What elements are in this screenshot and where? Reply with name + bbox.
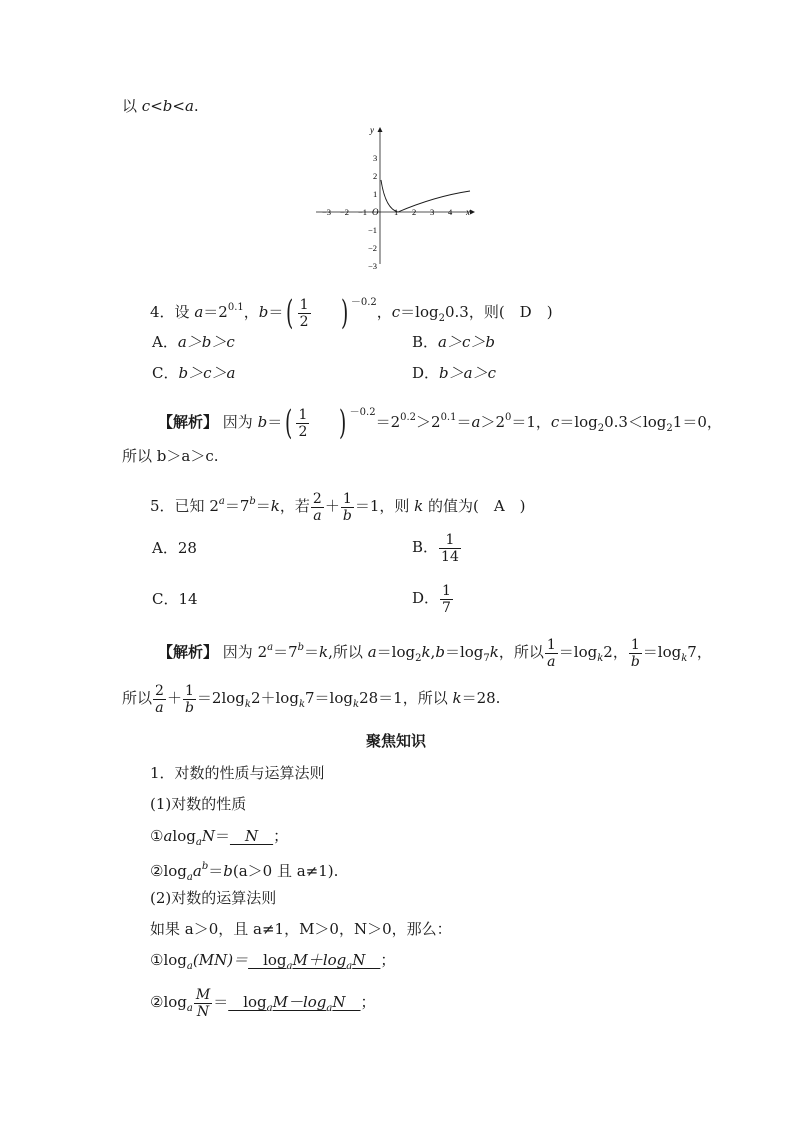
denominator: 2 (299, 313, 309, 330)
numerator: 2 (155, 682, 164, 699)
var-k: k (414, 497, 424, 515)
q4-text: 设 (174, 303, 195, 321)
function-graph (312, 124, 480, 270)
sol-text: ＝log (642, 643, 682, 661)
blank-text: M－log (272, 993, 327, 1011)
var-k: k (270, 497, 280, 515)
log-base: k (597, 653, 604, 664)
option-label: D． (412, 364, 440, 382)
var-a: a (163, 827, 173, 845)
var-b: b (223, 862, 233, 880)
log-text: ②log (150, 862, 187, 880)
equals: ＝ (267, 413, 283, 431)
log-text: log (172, 827, 196, 845)
focus-item-1: 1．对数的性质与运算法则 (150, 764, 325, 782)
rule-2 (150, 982, 376, 1029)
comma: ， (376, 303, 392, 321)
q5-text: 已知 2 (174, 497, 219, 515)
equals: ＝ (214, 827, 230, 845)
exponent: a (267, 642, 274, 653)
origin-label: O (372, 207, 379, 217)
y-tick-label: −1 (368, 225, 378, 235)
x-tick-label: 1 (394, 207, 399, 217)
q4-option-a (152, 332, 235, 352)
fraction (545, 637, 558, 670)
x-tick-label: −2 (340, 207, 350, 217)
q5-solution (158, 628, 712, 679)
exponent: －0.2 (350, 297, 377, 308)
sol-text: ，所以 (498, 643, 544, 661)
sol-text: ＝log (376, 643, 416, 661)
sol-text: ＝1， (511, 413, 551, 431)
blank-text: M＋log (292, 951, 347, 969)
var-a: a (471, 413, 481, 431)
numerator: 1 (184, 682, 194, 699)
period: . (193, 97, 199, 115)
option-label: B． (412, 333, 439, 351)
sol-text: ＝log (559, 413, 598, 431)
x-tick-label: 4 (448, 207, 453, 217)
denominator: b (184, 699, 194, 716)
focus-subheading-1: (1)对数的性质 (150, 795, 247, 813)
sol-text: ,所以 (328, 643, 368, 661)
equals: ＝ (304, 643, 320, 661)
numerator: 1 (445, 531, 455, 548)
option-text: 28 (177, 539, 197, 557)
sol-text: ＝ (456, 413, 472, 431)
exponent: b (297, 642, 305, 653)
property-2 (150, 857, 338, 888)
denominator: a (311, 507, 324, 524)
sol-text: 28＝1，所以 (359, 689, 453, 707)
comma: ， (243, 303, 259, 321)
log-base: a (326, 1003, 333, 1014)
option-label: A． (152, 333, 178, 351)
log-base: 2 (438, 313, 445, 324)
denominator: b (630, 653, 640, 670)
log-base: k (353, 699, 360, 710)
sol-text: ＝log (444, 643, 484, 661)
q4-solution-line2: 所以 b＞a＞c. (122, 447, 219, 465)
semicolon: ； (380, 951, 396, 969)
var-a: a (367, 643, 377, 661)
denominator: 7 (442, 599, 451, 616)
lt-sign: < (150, 97, 163, 115)
exponent: 0.1 (227, 302, 244, 313)
option-label: A． (152, 539, 178, 557)
log-base: a (195, 837, 202, 848)
fraction-half (298, 297, 311, 330)
y-tick-label: −2 (368, 243, 378, 253)
left-paren: ( (285, 403, 293, 443)
q4-option-d (412, 363, 496, 383)
y-tick-label: 2 (373, 171, 378, 181)
option-label: C． (152, 590, 179, 608)
comma: , (430, 643, 436, 661)
exponent: －0.2 (349, 407, 376, 418)
var-k: k (319, 643, 329, 661)
log-base: a (286, 961, 293, 972)
q4-eq: ＝2 (203, 303, 228, 321)
var-b: b (257, 413, 268, 431)
q5-option-c (152, 589, 198, 609)
equals: ＝ (208, 862, 224, 880)
y-tick-label: 3 (373, 153, 378, 163)
q5-answer: 的值为( A ) (423, 497, 526, 515)
q5-solution-line2 (122, 678, 500, 725)
sol-text: ＝2 (375, 413, 401, 431)
q5-option-a (152, 538, 197, 558)
exponent: 0.1 (440, 412, 457, 423)
sol-text: 2＋log (250, 689, 299, 707)
intro-prefix: 以 (122, 97, 142, 115)
intro-line (122, 96, 199, 116)
blank-text: log (228, 993, 267, 1011)
var-b: b (258, 303, 269, 321)
var-b: b (162, 97, 173, 115)
y-axis-arrow (378, 127, 383, 132)
property-1 (150, 826, 288, 853)
sol-text: ＞2 (480, 413, 505, 431)
var-a: a (184, 97, 194, 115)
equals: ＝ (255, 497, 271, 515)
log-base: k (298, 699, 306, 710)
log-base: 2 (597, 423, 605, 434)
q4-answer: 0.3，则( D ) (444, 303, 553, 321)
blank-text: N (352, 951, 381, 969)
x-tick-label: 2 (412, 207, 417, 217)
sol-text: ＝7 (273, 643, 298, 661)
sol-text: ＝28. (461, 689, 501, 707)
sol-text: 因为 2 (222, 643, 268, 661)
log-base: a (186, 872, 193, 883)
x-tick-label: 3 (430, 207, 435, 217)
left-paren: ( (286, 293, 294, 333)
x-axis-arrow (470, 210, 475, 215)
semicolon: ； (273, 827, 289, 845)
fraction (341, 491, 354, 524)
solution-tag: 【解析】 (158, 643, 219, 661)
var-b: b (435, 643, 445, 661)
question-number: 4． (150, 303, 175, 321)
var-n: N (201, 827, 215, 845)
q5-text: ，若 (279, 497, 310, 515)
log-base: 2 (666, 423, 673, 434)
y-tick-label: 1 (373, 189, 378, 199)
exponent: 0.2 (400, 412, 417, 423)
question-4 (150, 286, 553, 336)
numerator: 1 (546, 636, 556, 653)
q5-option-d (412, 578, 454, 618)
equals: ＝ (213, 993, 229, 1011)
focus-subheading-2: (2)对数的运算法则 (150, 889, 277, 907)
log-base: k (244, 699, 251, 710)
condition: (a＞0 且 a≠1). (232, 862, 339, 880)
answer-blank (228, 993, 361, 1014)
denominator: N (194, 1003, 212, 1020)
fraction (194, 987, 212, 1020)
answer-blank (248, 951, 381, 972)
solution-tag: 【解析】 (158, 413, 219, 431)
var-k: k (489, 643, 499, 661)
var-c: c (391, 303, 401, 321)
sol-text: ＝log (558, 643, 598, 661)
sol-text: ＝2log (196, 689, 245, 707)
fraction (183, 683, 196, 716)
sol-text: 7＝log (305, 689, 353, 707)
numerator: 1 (342, 490, 352, 507)
sol-text: 因为 (222, 413, 258, 431)
sol-text: 所以 (122, 689, 153, 707)
fraction (311, 491, 324, 524)
log-base: 7 (483, 653, 490, 664)
fraction-half (296, 407, 309, 440)
q4-option-c (152, 363, 235, 383)
answer-blank: N (229, 827, 274, 845)
log-text: ②log (150, 993, 187, 1011)
lt-sign: < (172, 97, 185, 115)
exponent: b (249, 496, 256, 507)
numerator: 1 (630, 636, 640, 653)
numerator: 1 (299, 296, 309, 313)
q4-solution (158, 396, 722, 446)
numerator: 1 (298, 406, 308, 423)
numerator: M (195, 986, 211, 1003)
x-axis-label: x (466, 207, 470, 217)
right-paren: ) (340, 293, 348, 333)
log-argument: (MN)＝ (192, 951, 249, 969)
option-label: C． (152, 364, 179, 382)
question-number: 5． (150, 497, 175, 515)
x-tick-label: −3 (322, 207, 332, 217)
sol-text: 1＝0， (672, 413, 722, 431)
question-5 (150, 482, 526, 526)
var-c: c (141, 97, 151, 115)
section-heading: 聚焦知识 (366, 732, 427, 750)
log-base: a (186, 1003, 193, 1014)
circled-number: ① (150, 827, 164, 845)
fraction (439, 532, 461, 565)
var-c: c (550, 413, 560, 431)
option-label: B． (412, 538, 439, 556)
log-base: a (186, 961, 193, 972)
y-axis-label: y (370, 125, 374, 135)
var-a: a (194, 303, 204, 321)
blank-text: N (332, 993, 361, 1011)
option-text: a＞b＞c (177, 333, 235, 351)
option-text: 14 (178, 590, 198, 608)
log-base: a (346, 961, 353, 972)
rule-1 (150, 950, 395, 977)
log-base: a (266, 1003, 273, 1014)
right-paren: ) (339, 403, 347, 443)
semicolon: ； (360, 993, 376, 1011)
plus: ＋ (324, 497, 340, 515)
denominator: a (545, 653, 558, 670)
log-base: 2 (415, 653, 422, 664)
exponent: a (218, 496, 225, 507)
sol-text: ＞2 (416, 413, 441, 431)
var-k: k (452, 689, 462, 707)
sol-text: 7， (687, 643, 712, 661)
numerator: 1 (442, 582, 451, 599)
option-text: b＞c＞a (178, 364, 236, 382)
option-label: D． (412, 589, 440, 607)
denominator: 14 (441, 548, 459, 565)
denominator: b (342, 507, 352, 524)
exponent: 0 (504, 412, 512, 423)
option-text: b＞a＞c (439, 364, 496, 382)
fraction (629, 637, 642, 670)
numerator: 2 (312, 490, 322, 507)
denominator: a (153, 699, 166, 716)
q5-text: ＝1，则 (354, 497, 415, 515)
option-text: a＞c＞b (438, 333, 495, 351)
equals: ＝ (268, 303, 284, 321)
y-tick-label: −3 (368, 261, 378, 270)
q4-option-b (412, 332, 495, 352)
denominator: 2 (298, 423, 308, 440)
x-tick-label: −1 (358, 207, 368, 217)
var-a: a (192, 862, 202, 880)
plus: ＋ (166, 689, 182, 707)
log-text: ①log (150, 951, 187, 969)
fraction (153, 683, 166, 716)
q5-text: ＝7 (224, 497, 250, 515)
log-base: k (681, 653, 688, 664)
q5-option-b (412, 527, 462, 567)
exponent: b (201, 861, 209, 872)
log-text: ＝log (400, 303, 439, 321)
sol-text: 0.3＜log (604, 413, 667, 431)
blank-text: log (248, 951, 287, 969)
rule-condition: 如果 a＞0，且 a≠1，M＞0，N＞0，那么： (150, 920, 452, 938)
var-k: k (421, 643, 431, 661)
fraction (440, 583, 453, 616)
sol-text: 2， (603, 643, 628, 661)
